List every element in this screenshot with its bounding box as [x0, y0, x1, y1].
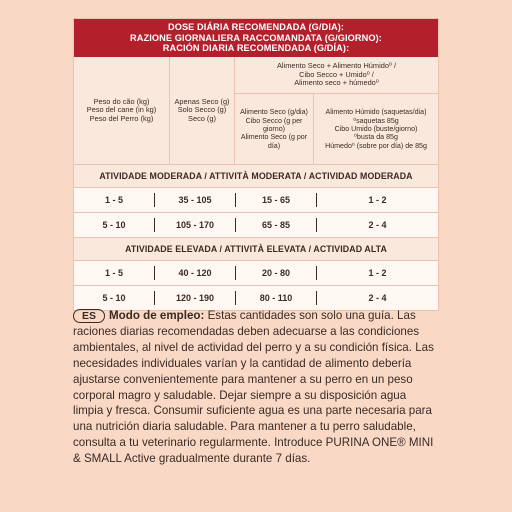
weight-cell: 5 - 10	[102, 220, 126, 231]
mixed-subheaders	[235, 94, 438, 164]
weight-column-header	[74, 57, 170, 164]
weight-cell: 1 - 5	[104, 268, 123, 279]
dry-label-it: Solo Secco (g)	[177, 105, 227, 115]
language-badge: ES	[73, 309, 105, 323]
mix-dry-label-es: Alimento Seco (g por día)	[240, 133, 308, 150]
mix-wet-cell: 2 - 4	[368, 220, 387, 231]
feeding-table	[73, 18, 439, 311]
mix-wet-cell: 1 - 2	[368, 268, 387, 279]
mix-dry-cell: 65 - 85	[261, 220, 291, 231]
mix-wet-label-2: ⁰saquetas 85g	[353, 116, 399, 125]
mix-wet-label-4: ⁰busta da 85g	[354, 133, 398, 142]
table-row	[74, 286, 438, 310]
column-headers	[74, 57, 438, 165]
section-title-moderate: ATIVIDADE MODERADA / ATTIVITÀ MODERATA / ACTIVIDAD MODERADA	[74, 165, 438, 188]
mixed-feeding-title	[235, 57, 438, 94]
mix-wet-cell: 1 - 2	[368, 195, 387, 206]
mix-dry-cell: 15 - 65	[261, 195, 291, 206]
weight-label-pt: Peso do cão (kg)	[93, 96, 150, 106]
instructions-lead: Modo de empleo:	[109, 309, 205, 322]
weight-cell: 1 - 5	[104, 195, 123, 206]
usage-instructions	[73, 308, 439, 467]
weight-label-it: Peso del cane (in kg)	[86, 105, 157, 115]
mix-dry-cell: 20 - 80	[261, 268, 291, 279]
dry-cell: 105 - 170	[175, 220, 215, 231]
instructions-body: Estas cantidades son solo una guía. Las raciones diarias recomendadas deben adecuarse a las condiciones ambientales, al nivel de actividad del perro y a su condición física. Las necesidades individuales varían y la cantidad de alimento debería ajustarse convenientemente para mantener a su perro en un peso corporal magro y saludable. Dejar siempre a su disposición agua limpia y fresca. Consumir suficiente agua es una parte necesaria para una nutrición diaria saludable. Para mantener a tu perro saludable, consulta a tu veterinario regularmente. Introduce PURINA ONE® MINI & SMALL Active gradualmente durante 7 días.	[73, 309, 434, 466]
mixed-dry-header	[235, 94, 314, 164]
mix-dry-label-pt: Alimento Seco (g/dia)	[240, 108, 308, 117]
mix-wet-cell: 2 - 4	[368, 293, 387, 304]
table-row	[74, 188, 438, 213]
header-line-es: RACIÓN DIARIA RECOMENDADA (G/DÍA):	[162, 43, 350, 54]
header-line-it: RAZIONE GIORNALIERA RACCOMANDATA (G/GIORNO):	[130, 32, 382, 43]
mix-wet-label-5: Húmedo⁰ (sobre por día) de 85g	[325, 141, 427, 150]
mix-wet-label-3: Cibo Umido (buste/giorno)	[334, 124, 418, 133]
mix-wet-label-1: Alimento Húmido (saquetas/dia)	[325, 108, 427, 117]
mix-label-es: Alimento seco + húmedo⁰	[294, 78, 379, 88]
table-row	[74, 213, 438, 238]
mix-dry-cell: 80 - 110	[259, 293, 293, 304]
dry-label-es: Seco (g)	[188, 113, 216, 123]
mix-label-it: Cibo Secco + Umido⁰ /	[299, 69, 374, 79]
dry-cell: 35 - 105	[178, 195, 212, 206]
dry-cell: 40 - 120	[178, 268, 212, 279]
weight-cell: 5 - 10	[102, 293, 126, 304]
table-row	[74, 261, 438, 286]
weight-label-es: Peso del Perro (kg)	[89, 113, 154, 123]
dry-cell: 120 - 190	[175, 293, 215, 304]
mix-dry-label-it: Cibo Secco (g per giorno)	[245, 116, 303, 133]
dry-only-column-header	[170, 57, 235, 164]
section-title-high: ATIVIDADE ELEVADA / ATTIVITÀ ELEVATA / ACTIVIDAD ALTA	[74, 238, 438, 261]
table-header	[74, 19, 438, 57]
header-line-pt: DOSE DIÁRIA RECOMENDADA (G/DIA):	[167, 22, 345, 32]
mixed-feeding-header	[235, 57, 438, 164]
dry-label-pt: Apenas Seco (g)	[174, 96, 230, 106]
mixed-wet-header	[314, 94, 438, 164]
mix-label-pt: Alimento Seco + Alimento Húmido⁰ /	[276, 61, 396, 71]
